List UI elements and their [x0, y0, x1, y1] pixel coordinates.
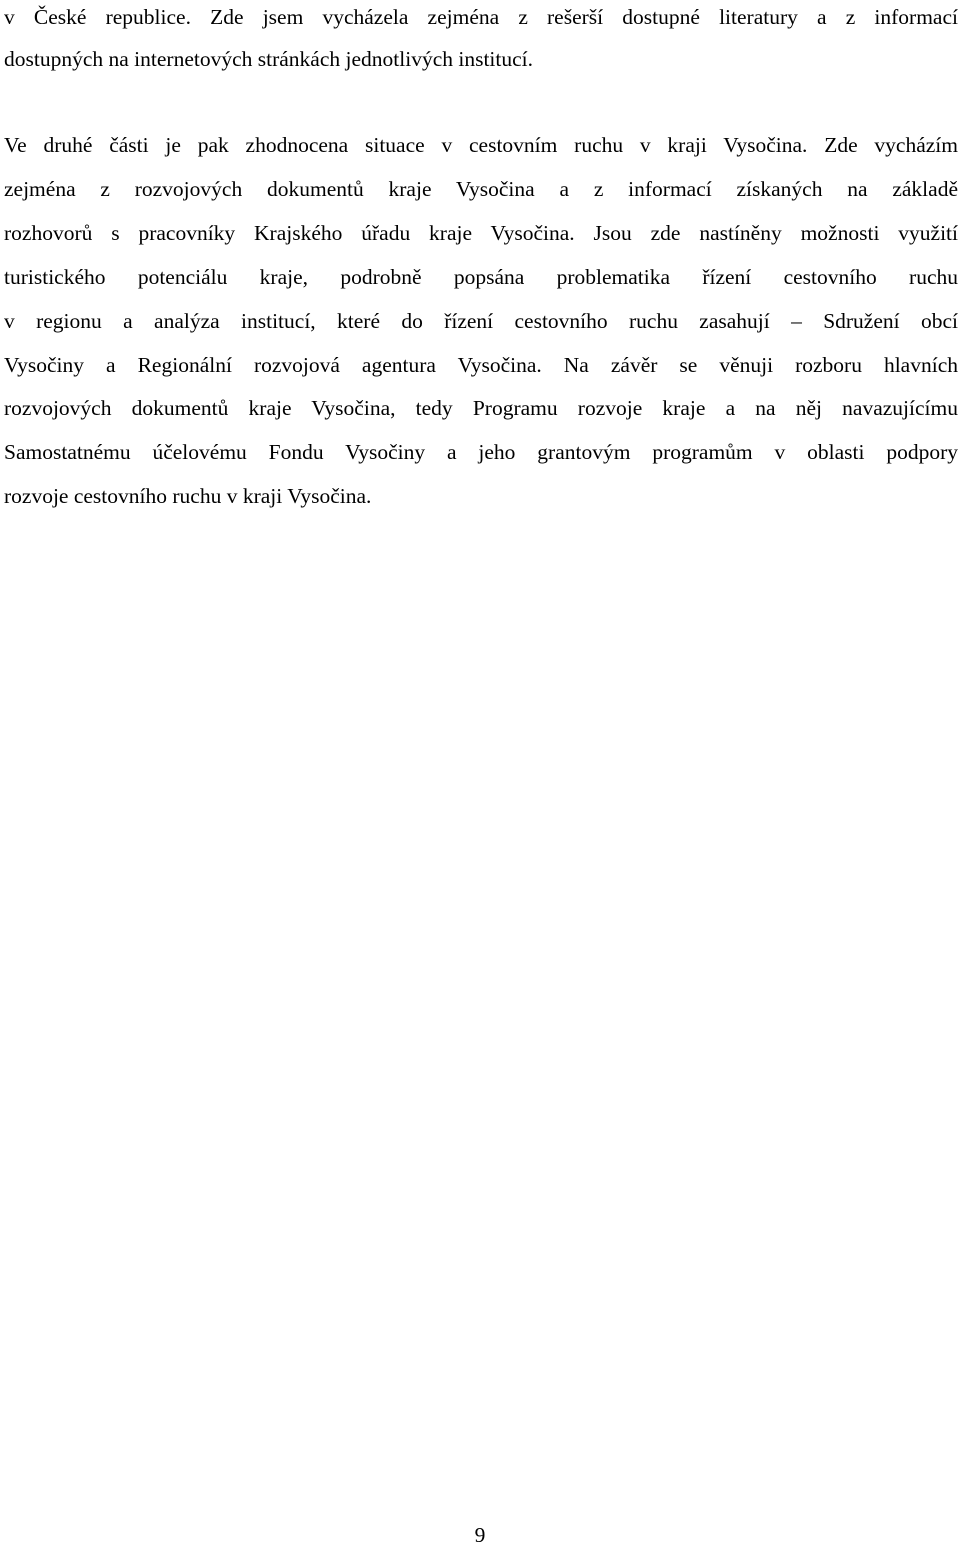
text-line-5: rozhovorů s pracovníky Krajského úřadu kraje Vysočina. Jsou zde nastíněny možnosti využití: [4, 221, 958, 245]
text-line-11: rozvoje cestovního ruchu v kraji Vysočina.: [4, 484, 372, 508]
text-line-7: v regionu a analýza institucí, které do řízení cestovního ruchu zasahují – Sdružení obcí: [4, 309, 958, 333]
page-number: 9: [474, 1523, 486, 1547]
text-line-8: Vysočiny a Regionální rozvojová agentura Vysočina. Na závěr se věnuji rozboru hlavních: [4, 353, 958, 377]
text-line-3: Ve druhé části je pak zhodnocena situace v cestovním ruchu v kraji Vysočina. Zde vycházím: [4, 133, 958, 157]
text-line-4: zejména z rozvojových dokumentů kraje Vysočina a z informací získaných na základě: [4, 177, 958, 201]
text-line-6: turistického potenciálu kraje, podrobně popsána problematika řízení cestovního ruchu: [4, 265, 958, 289]
text-line-1: v České republice. Zde jsem vycházela zejména z rešerší dostupné literatury a z informací: [4, 5, 958, 29]
text-line-9: rozvojových dokumentů kraje Vysočina, tedy Programu rozvoje kraje a na něj navazujícímu: [4, 396, 958, 420]
text-line-2: dostupných na internetových stránkách jednotlivých institucí.: [4, 47, 534, 71]
text-line-10: Samostatnému účelovému Fondu Vysočiny a jeho grantovým programům v oblasti podpory: [4, 440, 958, 464]
